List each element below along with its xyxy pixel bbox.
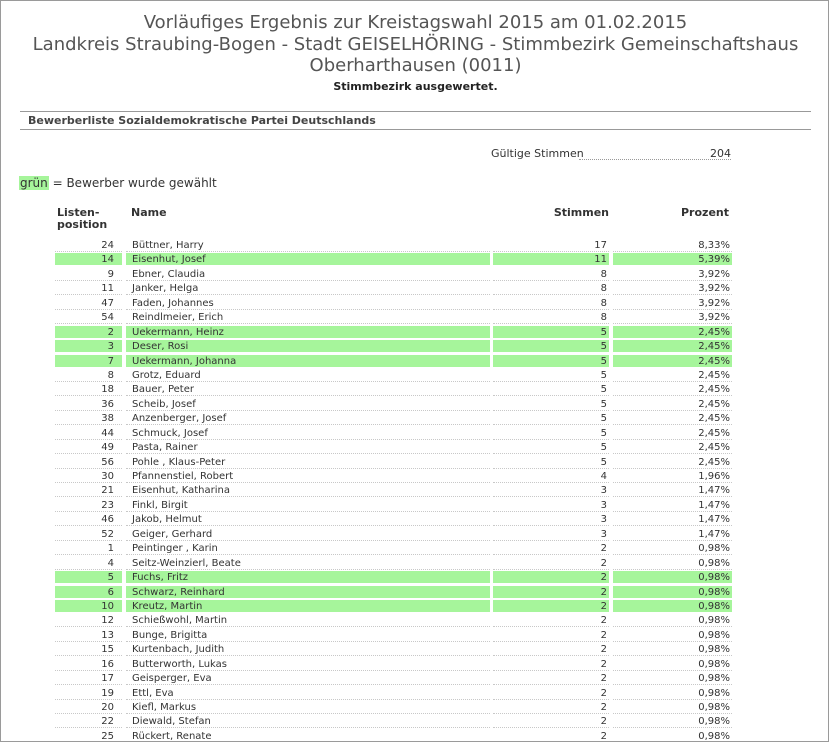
candidate-name-cell: Diewald, Stefan: [126, 715, 490, 728]
table-row: [55, 340, 732, 354]
table-row: [55, 643, 732, 657]
candidate-name-cell: Schießwohl, Martin: [126, 614, 490, 627]
votes-cell: 5: [493, 369, 609, 382]
table-row: [55, 369, 732, 383]
candidate-name-cell: Geiger, Gerhard: [126, 528, 490, 541]
votes-cell: 8: [493, 268, 609, 281]
votes-cell: 5: [493, 456, 609, 469]
percent-cell: 0,98%: [613, 542, 732, 555]
votes-cell: 8: [493, 297, 609, 310]
elected-legend: [19, 176, 217, 190]
list-position-cell: 2: [55, 326, 122, 339]
votes-cell: 5: [493, 326, 609, 339]
percent-cell: 2,45%: [613, 383, 732, 396]
candidate-name-cell: Grotz, Eduard: [126, 369, 490, 382]
candidate-name-cell: Seitz-Weinzierl, Beate: [126, 557, 490, 570]
list-position-cell: 9: [55, 268, 122, 281]
votes-cell: 5: [493, 383, 609, 396]
votes-cell: 3: [493, 499, 609, 512]
list-position-cell: 14: [55, 253, 122, 266]
percent-cell: 0,98%: [613, 571, 732, 584]
table-row: [55, 282, 732, 296]
candidate-name-cell: Butterworth, Lukas: [126, 658, 490, 671]
column-header-position-line2: position: [57, 218, 108, 231]
table-row: [55, 383, 732, 397]
section-divider-bottom: [20, 129, 811, 130]
list-position-cell: 54: [55, 311, 122, 324]
percent-cell: 0,98%: [613, 715, 732, 728]
percent-cell: 3,92%: [613, 311, 732, 324]
percent-cell: 0,98%: [613, 557, 732, 570]
candidate-name-cell: Uekermann, Johanna: [126, 355, 490, 368]
list-position-cell: 15: [55, 643, 122, 656]
candidate-name-cell: Uekermann, Heinz: [126, 326, 490, 339]
column-header-percent: Prozent: [681, 206, 729, 219]
table-row: [55, 499, 732, 513]
table-row: [55, 513, 732, 527]
percent-cell: 3,92%: [613, 297, 732, 310]
results-table-body: [55, 239, 732, 742]
candidate-name-cell: Kurtenbach, Judith: [126, 643, 490, 656]
list-position-cell: 22: [55, 715, 122, 728]
percent-cell: 3,92%: [613, 268, 732, 281]
legend-text: = Bewerber wurde gewählt: [48, 176, 217, 190]
table-row: [55, 268, 732, 282]
table-row: [55, 730, 732, 742]
list-position-cell: 3: [55, 340, 122, 353]
list-position-cell: 16: [55, 658, 122, 671]
table-row: [55, 412, 732, 426]
list-position-cell: 23: [55, 499, 122, 512]
candidate-name-cell: Rückert, Renate: [126, 730, 490, 742]
table-row: [55, 701, 732, 715]
table-row: [55, 326, 732, 340]
candidate-name-cell: Scheib, Josef: [126, 398, 490, 411]
votes-cell: 2: [493, 687, 609, 700]
list-position-cell: 12: [55, 614, 122, 627]
percent-cell: 2,45%: [613, 340, 732, 353]
candidate-name-cell: Bunge, Brigitta: [126, 629, 490, 642]
votes-cell: 2: [493, 542, 609, 555]
table-row: [55, 687, 732, 701]
list-position-cell: 56: [55, 456, 122, 469]
percent-cell: 0,98%: [613, 586, 732, 599]
votes-cell: 5: [493, 441, 609, 454]
table-row: [55, 441, 732, 455]
list-position-cell: 11: [55, 282, 122, 295]
candidate-name-cell: Anzenberger, Josef: [126, 412, 490, 425]
percent-cell: 2,45%: [613, 441, 732, 454]
table-row: [55, 557, 732, 571]
candidate-name-cell: Bauer, Peter: [126, 383, 490, 396]
percent-cell: 2,45%: [613, 412, 732, 425]
candidate-name-cell: Pasta, Rainer: [126, 441, 490, 454]
candidate-name-cell: Finkl, Birgit: [126, 499, 490, 512]
votes-cell: 2: [493, 672, 609, 685]
votes-cell: 5: [493, 412, 609, 425]
table-row: [55, 297, 732, 311]
percent-cell: 2,45%: [613, 326, 732, 339]
list-position-cell: 8: [55, 369, 122, 382]
list-position-cell: 38: [55, 412, 122, 425]
percent-cell: 0,98%: [613, 629, 732, 642]
table-row: [55, 470, 732, 484]
valid-votes-value: 204: [710, 147, 731, 160]
list-position-cell: 18: [55, 383, 122, 396]
candidate-name-cell: Geisperger, Eva: [126, 672, 490, 685]
votes-cell: 2: [493, 658, 609, 671]
table-row: [55, 658, 732, 672]
page-title-line-1: Vorläufiges Ergebnis zur Kreistagswahl 2015 am 01.02.2015: [143, 12, 688, 33]
percent-cell: 1,47%: [613, 513, 732, 526]
list-position-cell: 46: [55, 513, 122, 526]
candidate-name-cell: Ebner, Claudia: [126, 268, 490, 281]
table-row: [55, 456, 732, 470]
candidate-name-cell: Janker, Helga: [126, 282, 490, 295]
percent-cell: 2,45%: [613, 427, 732, 440]
candidate-name-cell: Kiefl, Markus: [126, 701, 490, 714]
votes-cell: 2: [493, 629, 609, 642]
legend-swatch: grün: [20, 176, 48, 190]
votes-cell: 5: [493, 340, 609, 353]
list-position-cell: 19: [55, 687, 122, 700]
list-position-cell: 52: [55, 528, 122, 541]
candidate-name-cell: Pfannenstiel, Robert: [126, 470, 490, 483]
percent-cell: 2,45%: [613, 398, 732, 411]
list-position-cell: 44: [55, 427, 122, 440]
column-header-name: Name: [131, 206, 167, 219]
votes-cell: 3: [493, 528, 609, 541]
percent-cell: 1,47%: [613, 528, 732, 541]
percent-cell: 0,98%: [613, 672, 732, 685]
valid-votes-label: Gültige Stimmen: [491, 147, 584, 160]
percent-cell: 0,98%: [613, 614, 732, 627]
percent-cell: 2,45%: [613, 456, 732, 469]
column-header-votes: Stimmen: [553, 206, 609, 219]
candidate-name-cell: Fuchs, Fritz: [126, 571, 490, 584]
evaluation-status: Stimmbezirk ausgewertet.: [333, 80, 498, 93]
votes-cell: 2: [493, 614, 609, 627]
candidate-name-cell: Schmuck, Josef: [126, 427, 490, 440]
candidate-name-cell: Büttner, Harry: [126, 239, 490, 252]
candidate-name-cell: Faden, Johannes: [126, 297, 490, 310]
percent-cell: 2,45%: [613, 355, 732, 368]
candidate-name-cell: Eisenhut, Katharina: [126, 484, 490, 497]
table-row: [55, 600, 732, 614]
votes-cell: 2: [493, 571, 609, 584]
table-row: [55, 528, 732, 542]
votes-cell: 11: [493, 253, 609, 266]
percent-cell: 0,98%: [613, 600, 732, 613]
table-row: [55, 715, 732, 729]
percent-cell: 0,98%: [613, 658, 732, 671]
votes-cell: 2: [493, 730, 609, 742]
votes-cell: 3: [493, 484, 609, 497]
votes-cell: 5: [493, 355, 609, 368]
list-position-cell: 36: [55, 398, 122, 411]
column-header-position-line1: Listen-: [57, 206, 100, 219]
list-position-cell: 10: [55, 600, 122, 613]
votes-cell: 5: [493, 427, 609, 440]
table-row: [55, 571, 732, 585]
percent-cell: 5,39%: [613, 253, 732, 266]
list-position-cell: 17: [55, 672, 122, 685]
votes-cell: 2: [493, 715, 609, 728]
list-position-cell: 5: [55, 571, 122, 584]
percent-cell: 1,96%: [613, 470, 732, 483]
list-position-cell: 4: [55, 557, 122, 570]
table-row: [55, 253, 732, 267]
percent-cell: 1,47%: [613, 484, 732, 497]
votes-cell: 8: [493, 282, 609, 295]
table-row: [55, 672, 732, 686]
table-row: [55, 484, 732, 498]
candidate-name-cell: Peintinger , Karin: [126, 542, 490, 555]
column-header-position: [57, 207, 107, 231]
percent-cell: 0,98%: [613, 687, 732, 700]
candidate-list-title: Bewerberliste Sozialdemokratische Partei Deutschlands: [28, 114, 376, 127]
list-position-cell: 24: [55, 239, 122, 252]
list-position-cell: 20: [55, 701, 122, 714]
percent-cell: 8,33%: [613, 239, 732, 252]
percent-cell: 0,98%: [613, 701, 732, 714]
table-row: [55, 355, 732, 369]
list-position-cell: 13: [55, 629, 122, 642]
percent-cell: 2,45%: [613, 369, 732, 382]
list-position-cell: 21: [55, 484, 122, 497]
votes-cell: 4: [493, 470, 609, 483]
candidate-name-cell: Kreutz, Martin: [126, 600, 490, 613]
list-position-cell: 25: [55, 730, 122, 742]
list-position-cell: 49: [55, 441, 122, 454]
percent-cell: 0,98%: [613, 643, 732, 656]
page-title-line-2: Landkreis Straubing-Bogen - Stadt GEISELHÖRING - Stimmbezirk Gemeinschaftshaus: [32, 34, 799, 55]
votes-cell: 2: [493, 701, 609, 714]
candidate-name-cell: Eisenhut, Josef: [126, 253, 490, 266]
table-row: [55, 427, 732, 441]
votes-cell: 2: [493, 586, 609, 599]
votes-cell: 5: [493, 398, 609, 411]
table-row: [55, 586, 732, 600]
list-position-cell: 47: [55, 297, 122, 310]
table-row: [55, 311, 732, 325]
candidate-name-cell: Deser, Rosi: [126, 340, 490, 353]
votes-cell: 2: [493, 643, 609, 656]
table-row: [55, 398, 732, 412]
list-position-cell: 6: [55, 586, 122, 599]
votes-cell: 17: [493, 239, 609, 252]
percent-cell: 0,98%: [613, 730, 732, 742]
votes-cell: 8: [493, 311, 609, 324]
candidate-name-cell: Jakob, Helmut: [126, 513, 490, 526]
section-divider-top: [20, 111, 811, 112]
list-position-cell: 30: [55, 470, 122, 483]
candidate-name-cell: Ettl, Eva: [126, 687, 490, 700]
table-row: [55, 629, 732, 643]
list-position-cell: 7: [55, 355, 122, 368]
table-row: [55, 542, 732, 556]
percent-cell: 3,92%: [613, 282, 732, 295]
table-row: [55, 614, 732, 628]
list-position-cell: 1: [55, 542, 122, 555]
table-row: [55, 239, 732, 253]
votes-cell: 3: [493, 513, 609, 526]
candidate-name-cell: Pohle , Klaus-Peter: [126, 456, 490, 469]
candidate-name-cell: Reindlmeier, Erich: [126, 311, 490, 324]
votes-cell: 2: [493, 557, 609, 570]
candidate-name-cell: Schwarz, Reinhard: [126, 586, 490, 599]
percent-cell: 1,47%: [613, 499, 732, 512]
page-title-line-3: Oberharthausen (0011): [309, 55, 522, 76]
votes-cell: 2: [493, 600, 609, 613]
